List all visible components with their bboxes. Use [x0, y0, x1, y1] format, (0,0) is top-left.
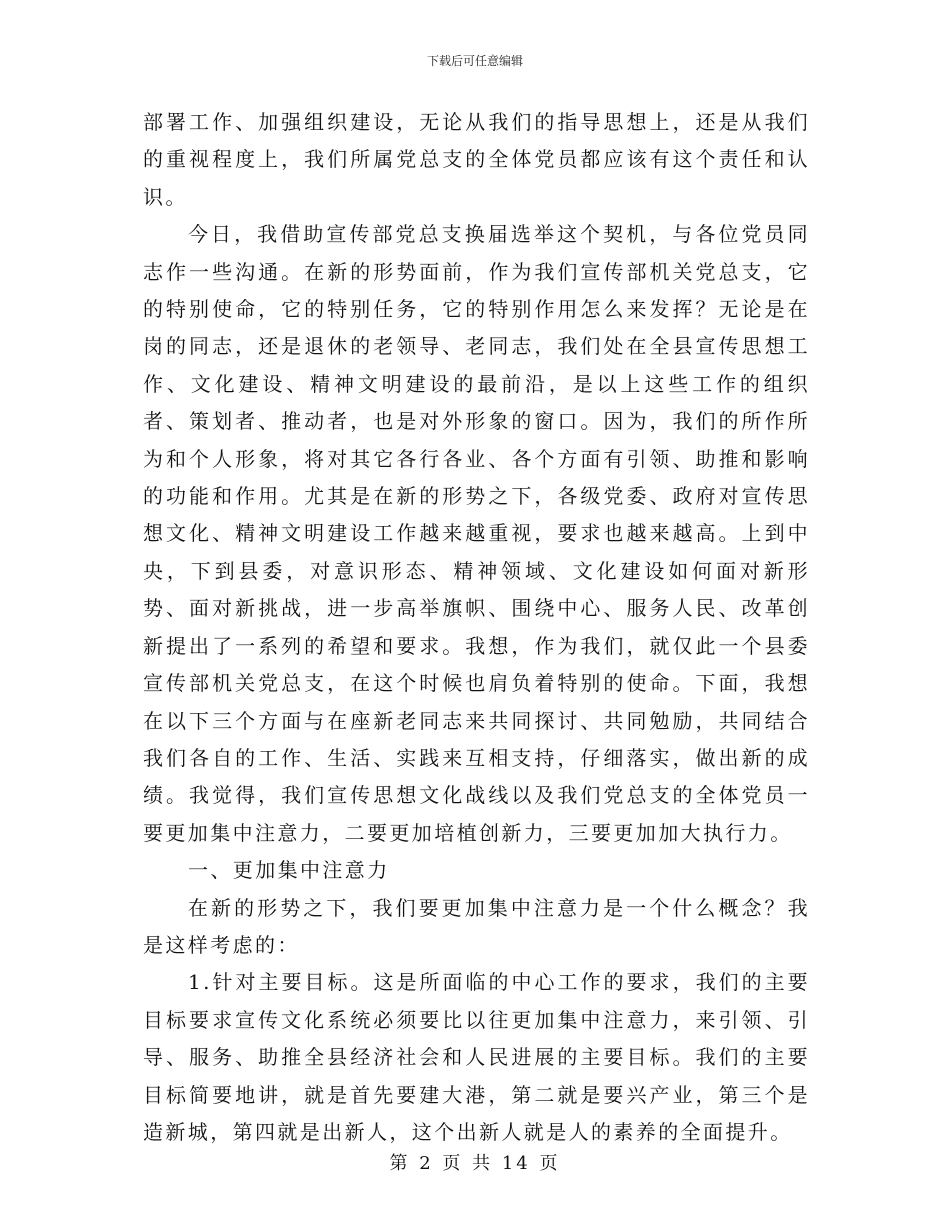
section-heading: 一、更加集中注意力 — [188, 858, 390, 883]
document-body — [143, 104, 810, 1151]
paragraph-4: 1.针对主要目标。这是所面临的中心工作的要求，我们的主要目标要求宣传文化系统必须要比以往更加集中注意力，来引领、引导、服务、助推全县经济社会和人民进展的主要目标。我们的主要目标简要地讲，就是首先要建大港，第二就是要兴产业，第三个是造新城，第四就是出新人，这个出新人就是人的素养的全面提升。 — [143, 970, 810, 1144]
paragraph-3: 在新的形势之下，我们要更加集中注意力是一个什么概念？我是这样考虑的： — [143, 895, 810, 957]
paragraph-2: 今日，我借助宣传部党总支换届选举这个契机，与各位党员同志作一些沟通。在新的形势面前，作为我们宣传部机关党总支，它的特别使命，它的特别任务，它的特别作用怎么来发挥？无论是在岗的同志，还是退休的老领导、老同志，我们处在全县宣传思想工作、文化建设、精神文明建设的最前沿，是以上这些工作的组织者、策划者、推动者，也是对外形象的窗口。因为，我们的所作所为和个人形象，将对其它各行各业、各个方面有引领、助推和影响的功能和作用。尤其是在新的形势之下，各级党委、政府对宣传思想文化、精神文明建设工作越来越重视，要求也越来越高。上到中央，下到县委，对意识形态、精神领域、文化建设如何面对新形势、面对新挑战，进一步高举旗帜、围绕中心、服务人民、改革创新提出了一系列的希望和要求。我想，作为我们，就仅此一个县委宣传部机关党总支，在这个时候也肩负着特别的使命。下面，我想在以下三个方面与在座新老同志来共同探讨、共同勉励，共同结合我们各自的工作、生活、实践来互相支持，仔细落实，做出新的成绩。我觉得，我们宣传思想文化战线以及我们党总支的全体党员一要更加集中注意力，二要更加培植创新力，三要更加加大执行力。 — [143, 222, 810, 845]
paragraph-1: 部署工作、加强组织建设，无论从我们的指导思想上，还是从我们的重视程度上，我们所属党总支的全体党员都应该有这个责任和认识。 — [143, 110, 810, 209]
page-header: 下载后可任意编辑 — [426, 54, 523, 68]
page-footer: 第 2 页 共 14 页 — [389, 1153, 561, 1174]
